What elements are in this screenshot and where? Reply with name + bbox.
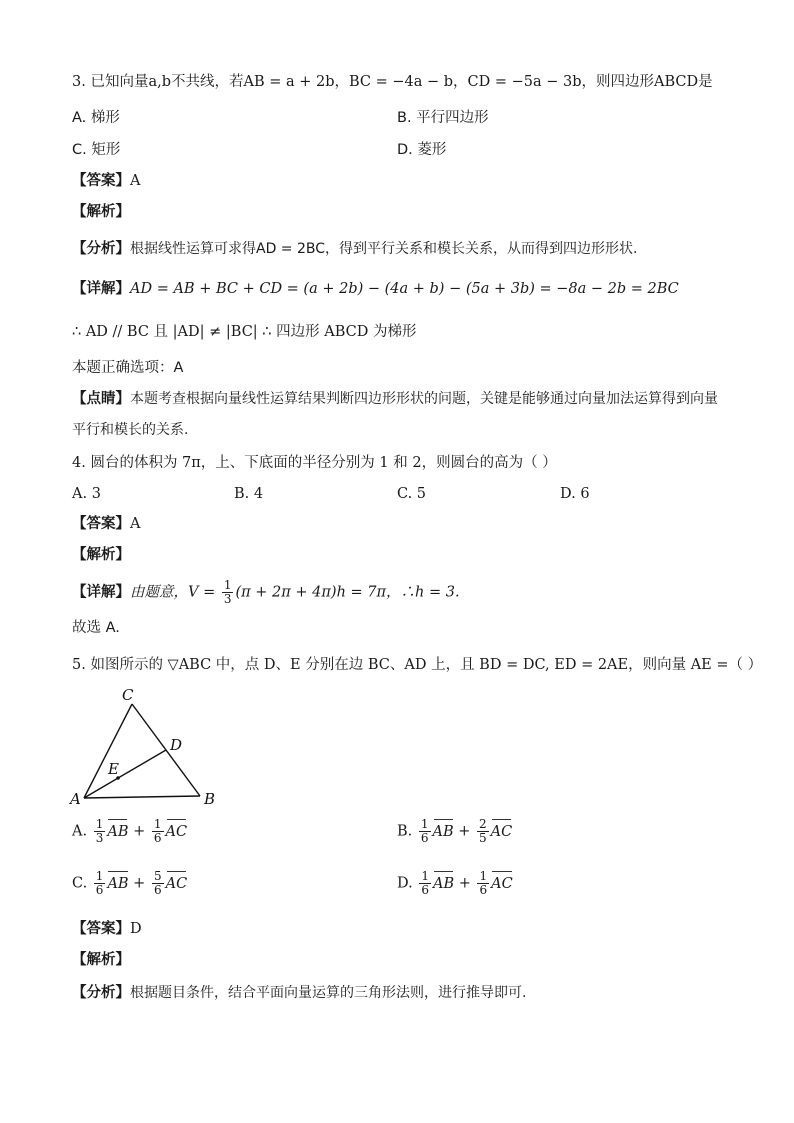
q3-answer-row [72, 171, 140, 191]
analysis-tag: 【解析】 [72, 547, 130, 563]
q5-option-b: B. $\frac{1}{6}$ AB + $\frac{2}{5}$ AC [397, 817, 513, 845]
xiangjie-post: (π + 2π + 4π)h = 7π，∴h = 3. [235, 584, 460, 601]
dianjing-text-2: 平行和模长的关系. [72, 422, 189, 438]
fraction-denominator: 6 [420, 831, 429, 845]
q5-answer-row [72, 919, 142, 939]
fraction [477, 818, 489, 845]
dianjing-tag: 【点睛】 [72, 391, 130, 407]
fraction-denominator: 3 [95, 831, 104, 845]
fraction-numerator: 1 [223, 578, 232, 592]
q5-stem: 5. 如图所示的 ▽ABC 中，点 D、E 分别在边 BC、AD 上，且 BD = DC, ED = 2AE，则向量 AE =（ ） [72, 657, 763, 673]
xiangjie-tag: 【详解】 [72, 281, 130, 297]
vector-ac: AC [165, 823, 188, 840]
q3-fenxi-row [72, 239, 637, 259]
fraction-denominator: 6 [479, 883, 488, 897]
fraction [152, 870, 164, 897]
analysis-tag: 【解析】 [72, 204, 130, 220]
fraction-numerator: 2 [479, 817, 487, 831]
fraction-denominator: 5 [479, 831, 487, 845]
vector-ac: AC [491, 875, 513, 892]
fraction [419, 870, 431, 897]
fraction [222, 579, 234, 606]
xiangjie-tag: 【详解】 [72, 584, 130, 601]
q3-xiangjie-row [72, 279, 679, 299]
fenxi-tag: 【分析】 [72, 985, 130, 1001]
q3-conclusion: ∴ AD // BC 且 |AD| ≠ |BC| ∴ 四边形 ABCD 为梯形 [72, 324, 417, 340]
q4-conclusion: 故选 A. [72, 620, 120, 636]
q4-xiangjie-row [72, 579, 460, 606]
answer-tag: 【答案】 [72, 921, 130, 937]
q4-option-c: C. 5 [397, 486, 427, 502]
option-letter: C. [72, 875, 88, 892]
q3-option-c: C. 矩形 [72, 142, 121, 158]
q3-stem: 3. 已知向量a,b不共线，若AB = a + 2b，BC = −4a − b，CD = −5a − 3b，则四边形ABCD是 [72, 74, 713, 90]
fraction-denominator: 6 [153, 883, 162, 897]
vector-ab: AB [107, 875, 129, 892]
edge-ab [84, 796, 200, 798]
q3-dianjing-row [72, 389, 718, 409]
vector-ab: AB [107, 823, 129, 840]
fraction [94, 870, 106, 897]
fraction-numerator: 1 [420, 817, 429, 831]
label-a: A [70, 790, 81, 808]
fraction [152, 818, 164, 845]
analysis-tag: 【解析】 [72, 952, 130, 968]
option-letter: D. [397, 875, 413, 892]
fraction-denominator: 6 [95, 883, 104, 897]
q5-option-c: C. $\frac{1}{6}$ AB + $\frac{5}{6}$ AC [72, 869, 188, 897]
vector-ac: AC [165, 875, 188, 892]
dianjing-text-1: 本题考查根据向量线性运算结果判断四边形形状的问题，关键是能够通过向量加法运算得到向量 [130, 391, 718, 407]
vector-ab: AB [432, 823, 454, 840]
q4-stem: 4. 圆台的体积为 7π，上、下底面的半径分别为 1 和 2，则圆台的高为（ ） [72, 455, 557, 471]
xiangjie-pre: 由题意，V = [130, 584, 216, 601]
fraction-numerator: 1 [95, 817, 104, 831]
fraction-numerator: 1 [479, 869, 488, 883]
fraction-numerator: 1 [95, 869, 104, 883]
fraction [419, 818, 431, 845]
q3-option-b: B. 平行四边形 [397, 110, 489, 126]
fraction-numerator: 1 [153, 817, 162, 831]
q5-fenxi-row [72, 983, 526, 1003]
fenxi-tag: 【分析】 [72, 241, 130, 257]
q4-option-d: D. 6 [560, 486, 590, 502]
fraction [94, 818, 106, 845]
option-letter: B. [397, 823, 413, 840]
option-letter: A. [72, 823, 88, 840]
fraction-denominator: 6 [421, 883, 429, 897]
q3-option-d: D. 菱形 [397, 142, 447, 158]
q5-option-a: A. $\frac{1}{3}$ AB + $\frac{1}{6}$ AC [72, 817, 188, 845]
label-e: E [108, 760, 119, 778]
vector-ac: AC [490, 823, 513, 840]
answer-value: A [130, 173, 141, 189]
q3-option-a: A. 梯形 [72, 110, 120, 126]
q4-option-a: A. 3 [72, 486, 101, 502]
fraction-denominator: 6 [153, 831, 162, 845]
answer-value: D [130, 921, 142, 937]
fenxi-text: 根据线性运算可求得AD = 2BC，得到平行关系和模长关系，从而得到四边形形状. [130, 241, 638, 257]
answer-value: A [130, 516, 141, 532]
fraction-numerator: 5 [153, 869, 162, 883]
q3-correct-label: 本题正确选项：A [72, 360, 184, 376]
answer-tag: 【答案】 [72, 516, 130, 532]
xiangjie-text: AD = AB + BC + CD = (a + 2b) − (4a + b) − (5a + 3b) = −8a − 2b = 2BC [130, 281, 679, 297]
fraction-denominator: 3 [223, 592, 232, 606]
triangle-figure [66, 686, 236, 816]
fraction-numerator: 1 [421, 869, 429, 883]
label-d: D [170, 736, 183, 754]
q4-answer-row [72, 514, 140, 534]
fraction [477, 870, 489, 897]
q5-analysis-row [72, 950, 130, 970]
vector-ab: AB [432, 875, 455, 892]
label-c: C [122, 686, 134, 704]
q3-analysis-row [72, 202, 130, 222]
q4-option-b: B. 4 [234, 486, 264, 502]
q4-analysis-row [72, 545, 130, 565]
label-b: B [204, 790, 216, 808]
fenxi-text: 根据题目条件，结合平面向量运算的三角形法则，进行推导即可. [130, 985, 527, 1001]
q5-option-d: D. $\frac{1}{6}$ AB + $\frac{1}{6}$ AC [397, 869, 513, 897]
answer-tag: 【答案】 [72, 173, 130, 189]
